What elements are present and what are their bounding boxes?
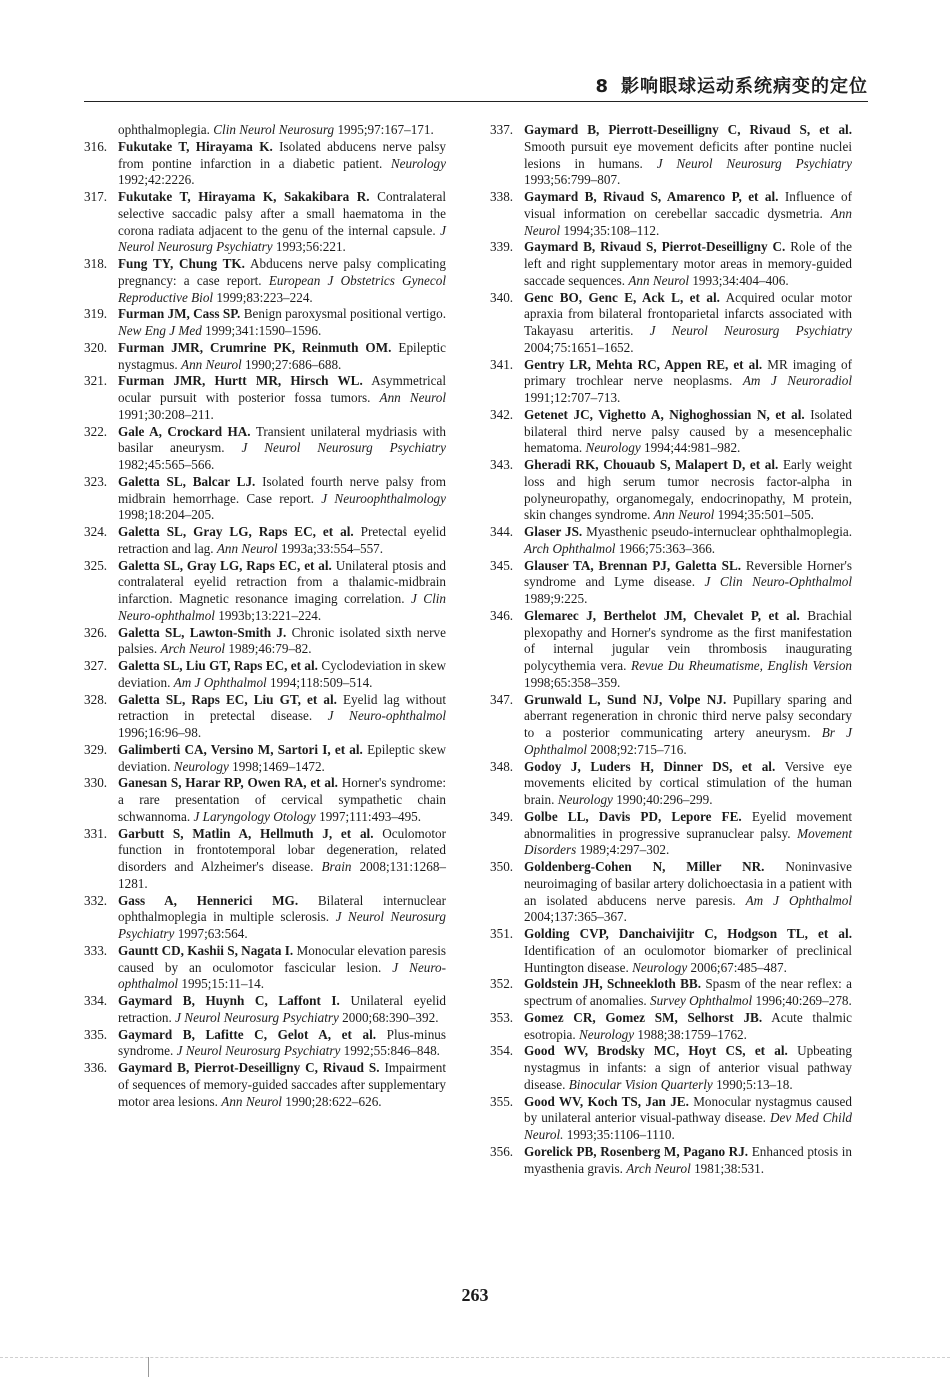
reference-journal: Neurology: [578, 1026, 635, 1042]
reference-number: 319.: [84, 306, 108, 322]
reference-citation: 1988;38:1759–1762.: [637, 1026, 747, 1042]
reference-title: Pretectal eyelid retraction and lag.: [118, 524, 447, 556]
reference-number: 317.: [84, 189, 108, 204]
reference-citation: 1993;35:1106–1110.: [566, 1127, 675, 1142]
reference-title: Acquired ocular motor apraxia from bilateral frontoparietal infarcts associated with Takayasu arteritis.: [524, 289, 852, 338]
reference-authors: Fukutake T, Hirayama K, Sakakibara R.: [118, 189, 370, 204]
reference-title: Pupillary sparing and aberrant regeneration in chronic third nerve palsy secondary to a posterior communicating artery aneurysm.: [524, 691, 853, 740]
reference-number: 341.: [490, 356, 514, 372]
reference-journal: Survey Ophthalmol: [649, 993, 753, 1008]
reference-citation: 1994;44:981–982.: [644, 440, 741, 456]
reference-citation: 1993;56:221.: [275, 239, 346, 255]
reference-entry: [84, 943, 446, 993]
reference-title: Isolated fourth nerve palsy from midbrain hemorrhage. Case report.: [118, 473, 447, 506]
reference-journal: Revue Du Rheumatisme, English Version: [631, 658, 853, 673]
reference-entry: [84, 256, 446, 306]
reference-entry: [490, 558, 852, 608]
reference-title: Cyclodeviation in skew deviation.: [118, 658, 447, 690]
reference-title: Influence of visual information on cerebellar saccadic dysmetria.: [524, 189, 853, 221]
reference-journal: Neurology: [173, 758, 229, 774]
reference-entry: [490, 759, 852, 809]
reference-entry: [84, 424, 446, 474]
reference-citation: 2000;68:390–392.: [342, 1009, 439, 1025]
page-number: 263: [461, 1285, 489, 1305]
reference-title: Plus-minus syndrome.: [118, 1026, 447, 1059]
reference-journal: J Neurol Neurosurg Psychiatry: [176, 1043, 341, 1059]
reference-entry: [84, 993, 446, 1027]
reference-number: 318.: [84, 256, 108, 271]
reference-journal: J Neurol Neurosurg Psychiatry: [118, 909, 446, 941]
reference-entry: [84, 373, 446, 423]
reference-title: Impairment of sequences of memory-guided saccades after supplementary motor area lesions.: [118, 1060, 446, 1109]
reference-authors: Gaymard B, Pierrott-Deseilligny C, Rivaud S, et al.: [524, 122, 852, 137]
reference-journal: Ann Neurol: [216, 540, 278, 556]
reference-number: 350.: [490, 859, 514, 874]
reference-entry: [490, 1010, 852, 1044]
reference-number: 346.: [490, 607, 514, 623]
reference-journal: Arch Neurol: [626, 1160, 691, 1176]
reference-number: 330.: [84, 775, 108, 791]
reference-number: 354.: [490, 1043, 514, 1059]
reference-citation: 1996;40:269–278.: [755, 993, 852, 1008]
reference-journal: J Neurol Neurosurg Psychiatry: [649, 323, 852, 338]
reference-entry: [490, 524, 852, 558]
reference-entry: [84, 189, 446, 256]
reference-number: 344.: [490, 524, 514, 539]
reference-journal: Br J Ophthalmol: [524, 725, 853, 757]
reference-entry: [490, 239, 852, 289]
reference-authors: Gaymard B, Pierrot-Deseilligny C, Rivaud S.: [118, 1060, 380, 1075]
reference-title: Transient unilateral mydriasis with basilar aneurysm.: [118, 423, 447, 456]
reference-entry: [84, 692, 446, 742]
reference-authors: Galetta SL, Lawton-Smith J.: [118, 624, 287, 640]
reference-authors: Gaymard B, Rivaud S, Pierrot-Deseilligny C.: [524, 239, 786, 255]
reference-title: Eyelid lag without retraction in pretectal disease.: [118, 691, 446, 724]
reference-citation: 1994;35:501–505.: [717, 507, 814, 523]
reference-entry: [84, 122, 446, 139]
reference-number: 340.: [490, 289, 514, 305]
reference-journal: Neurology: [585, 440, 641, 456]
reference-number: 348.: [490, 758, 514, 774]
reference-authors: Gomez CR, Gomez SM, Selhorst JB.: [524, 1009, 763, 1025]
reference-authors: Galetta SL, Liu GT, Raps EC, et al.: [118, 658, 318, 673]
reference-journal: Am J Neuroradiol: [742, 373, 853, 389]
reference-title: Smooth pursuit eye movement deficits after pontine nuclei lesions in humans.: [524, 138, 852, 171]
reference-authors: Gauntt CD, Kashii S, Nagata I.: [118, 942, 294, 958]
reference-number: 336.: [84, 1060, 108, 1075]
reference-title: Oculomotor function in frontotemporal lobar degeneration, related disorders and Alzheimer's disease.: [118, 825, 446, 874]
reference-entry: [84, 474, 446, 524]
reference-citation: 1997;63:564.: [177, 926, 248, 941]
reference-authors: Furman JMR, Crumrine PK, Reinmuth OM.: [118, 339, 392, 355]
reference-entry: [84, 558, 446, 625]
reference-number: 325.: [84, 557, 108, 573]
reference-title: Monocular elevation paresis caused by an oculomotor fascicular lesion.: [118, 942, 446, 975]
reference-entry: [490, 692, 852, 759]
reference-title: Spasm of the near reflex: a spectrum of anomalies.: [524, 976, 852, 1008]
crop-line: [0, 1357, 950, 1358]
reference-journal: Brain: [321, 859, 352, 874]
reference-title: Enhanced ptosis in myasthenia gravis.: [524, 1143, 852, 1176]
reference-authors: Galetta SL, Balcar LJ.: [118, 473, 256, 489]
reference-journal: J Neurol Neurosurg Psychiatry: [175, 1009, 339, 1025]
reference-authors: Gale A, Crockard HA.: [118, 423, 251, 439]
reference-title: Isolated bilateral third nerve palsy caused by a mesencephalic hematoma.: [524, 406, 853, 456]
reference-citation: 1991;30:208–211.: [118, 406, 214, 422]
reference-number: 324.: [84, 524, 108, 539]
reference-citation: 1994;35:108–112.: [563, 222, 660, 238]
reference-citation: 2006;67:485–487.: [690, 959, 787, 975]
reference-journal: Am J Ophthalmol: [745, 892, 853, 908]
reference-citation: 1999;341:1590–1596.: [205, 323, 322, 338]
reference-authors: Godoy J, Luders H, Dinner DS, et al.: [524, 758, 776, 774]
reference-journal: Ann Neurol: [181, 356, 242, 372]
reference-authors: Galimberti CA, Versino M, Sartori I, et al.: [118, 741, 363, 757]
reference-citation: 1989;46:79–82.: [228, 641, 312, 657]
reference-title: Versive eye movements elicited by cortical stimulation of the human brain.: [524, 758, 852, 807]
reference-number: 332.: [84, 892, 108, 908]
reference-title: Contralateral selective saccadic palsy after a small haematoma in the corona radiata adjacent to the genu of the internal capsule.: [118, 189, 446, 238]
chapter-title: 影响眼球运动系统病变的定位: [621, 76, 868, 97]
reference-entry: [84, 1027, 446, 1061]
reference-entry: [84, 625, 446, 659]
reference-journal: European J Obstetrics Gynecol Reproductive Biol: [118, 272, 446, 305]
reference-number: 352.: [490, 976, 514, 992]
reference-journal: Neurology: [557, 792, 613, 807]
reference-citation: 1982;45:565–566.: [118, 457, 215, 472]
reference-number: 342.: [490, 406, 514, 422]
reference-title: Bilateral internuclear ophthalmoplegia in multiple sclerosis.: [118, 892, 446, 925]
reference-title: Epileptic nystagmus.: [118, 339, 447, 372]
chapter-number: 8: [595, 76, 609, 97]
reference-journal: Ann Neurol: [221, 1093, 282, 1109]
reference-authors: Glaser JS.: [524, 524, 583, 539]
reference-journal: J Neuro-ophthalmol: [118, 959, 446, 992]
reference-authors: Glemarec J, Berthelot JM, Chevalet P, et al.: [524, 607, 800, 623]
reference-authors: Galetta SL, Gray LG, Raps EC, et al.: [118, 524, 354, 539]
reference-title: Chronic isolated sixth nerve palsies.: [118, 624, 447, 657]
reference-authors: Ganesan S, Harar RP, Owen RA, et al.: [118, 775, 338, 791]
reference-journal: J Neurol Neurosurg Psychiatry: [241, 440, 446, 456]
reference-journal: Dev Med Child Neurol.: [524, 1110, 852, 1142]
reference-entry: [84, 1060, 446, 1110]
reference-number: 349.: [490, 808, 514, 824]
reference-number: 351.: [490, 926, 514, 941]
reference-entry: [84, 524, 446, 558]
reference-citation: 1993a;33:554–557.: [280, 540, 384, 556]
reference-citation: 1995;15:11–14.: [181, 976, 265, 992]
reference-citation: 1998;1469–1472.: [232, 758, 325, 774]
reference-title: Noninvasive neuroimaging of basilar artery dolichoectasia in a patient with an isolated abducens nerve paresis.: [524, 859, 852, 908]
reference-number: 335.: [84, 1026, 108, 1042]
reference-journal: Ann Neurol: [379, 390, 447, 405]
reference-title: Epileptic skew deviation.: [118, 741, 446, 774]
reference-entry: [490, 189, 852, 239]
reference-journal: Ann Neurol: [628, 272, 690, 288]
reference-title: MR imaging of primary trochlear nerve neoplasms.: [524, 356, 853, 389]
reference-citation: 2004;137:365–367.: [524, 909, 627, 925]
reference-title: Horner's syndrome: a rare presentation of cervical sympathetic chain schwannoma.: [118, 775, 447, 824]
reference-number: 355.: [490, 1093, 514, 1109]
chapter-heading: [595, 72, 868, 98]
reference-number: 353.: [490, 1009, 514, 1025]
reference-authors: Good WV, Koch TS, Jan JE.: [524, 1093, 689, 1109]
reference-journal: Clin Neurol Neurosurg: [213, 122, 335, 137]
reference-journal: J Neuroophthalmology: [321, 490, 446, 506]
reference-number: 333.: [84, 942, 108, 958]
reference-title: ophthalmoplegia.: [118, 122, 210, 137]
reference-number: 323.: [84, 473, 108, 489]
reference-authors: Fung TY, Chung TK.: [118, 256, 245, 271]
reference-entry: [490, 1144, 852, 1178]
reference-authors: Gorelick PB, Rosenberg M, Pagano RJ.: [524, 1143, 749, 1159]
reference-entry: [84, 775, 446, 825]
reference-citation: 1993;34:404–406.: [692, 272, 789, 288]
reference-entry: [84, 893, 446, 943]
reference-citation: 1998;18:204–205.: [118, 507, 215, 523]
reference-journal: J Clin Neuro-ophthalmol: [118, 591, 446, 623]
reference-authors: Good WV, Brodsky MC, Hoyt CS, et al.: [524, 1043, 788, 1059]
reference-citation: 2008;92:715–716.: [590, 741, 687, 757]
reference-citation: 1999;83:223–224.: [216, 289, 313, 305]
reference-title: Myasthenic pseudo-internuclear ophthalmoplegia.: [586, 524, 853, 539]
reference-entry: [490, 1043, 852, 1093]
reference-journal: Ann Neurol: [524, 205, 852, 238]
reference-citation: 1998;65:358–359.: [524, 674, 621, 690]
reference-number: 331.: [84, 825, 108, 841]
reference-journal: Movement Disorders: [524, 825, 852, 858]
reference-title: Reversible Horner's syndrome and Lyme disease.: [524, 557, 852, 590]
reference-title: Abducens nerve palsy complicating pregnancy: a case report.: [118, 256, 446, 288]
reference-title: Unilateral ptosis and contralateral eyelid retraction from a thalamic-midbrain infarction. Magnetic resonance imaging correlation.: [118, 557, 447, 606]
reference-journal: Arch Neurol: [160, 641, 226, 657]
reference-number: 326.: [84, 624, 108, 640]
reference-authors: Galetta SL, Gray LG, Raps EC, et al.: [118, 557, 332, 573]
reference-entry: [84, 826, 446, 893]
reference-journal: Am J Ophthalmol: [173, 674, 267, 690]
reference-authors: Fukutake T, Hirayama K.: [118, 138, 273, 154]
reference-entry: [490, 1094, 852, 1144]
reference-journal: J Laryngology Otology: [193, 808, 316, 824]
reference-citation: 1995;97:167–171.: [337, 122, 434, 137]
reference-authors: Genc BO, Genc E, Ack L, et al.: [524, 289, 720, 305]
reference-title: Monocular nystagmus caused by unilateral anterior visual-pathway disease.: [524, 1093, 852, 1126]
reference-journal: J Neuro-ophthalmol: [327, 708, 446, 724]
reference-authors: Gaymard B, Lafitte C, Gelot A, et al.: [118, 1026, 377, 1042]
crop-mark: [148, 1357, 149, 1377]
reference-entry: [490, 290, 852, 357]
header-rule: [84, 101, 868, 102]
reference-number: 339.: [490, 239, 514, 255]
reference-citation: 1989;4:297–302.: [579, 842, 670, 858]
reference-authors: Gaymard B, Rivaud S, Amarenco P, et al.: [524, 189, 779, 204]
reference-authors: Golding CVP, Danchaivijitr C, Hodgson TL, et al.: [524, 926, 852, 941]
reference-entry: [490, 976, 852, 1010]
reference-journal: J Neurol Neurosurg Psychiatry: [656, 155, 852, 171]
reference-citation: 1991;12:707–713.: [524, 390, 621, 405]
reference-title: Isolated abducens nerve palsy from pontine infarction in a diabetic patient.: [118, 138, 447, 171]
reference-number: 345.: [490, 557, 514, 573]
reference-citation: 1990;5:13–18.: [716, 1076, 793, 1092]
reference-citation: 1993;56:799–807.: [524, 172, 621, 188]
reference-journal: J Clin Neuro-Ophthalmol: [704, 574, 852, 590]
reference-entry: [84, 306, 446, 340]
reference-authors: Garbutt S, Matlin A, Hellmuth J, et al.: [118, 825, 374, 841]
reference-citation: 1992;42:2226.: [118, 172, 195, 188]
reference-citation: 1996;16:96–98.: [118, 725, 202, 740]
reference-entry: [490, 809, 852, 859]
reference-citation: 1990;40:296–299.: [616, 792, 713, 807]
reference-authors: Gheradi RK, Chouaub S, Malapert D, et al.: [524, 457, 779, 472]
reference-authors: Glauser TA, Brennan PJ, Galetta SL.: [524, 557, 742, 573]
reference-entry: [490, 122, 852, 189]
reference-journal: Ann Neurol: [653, 507, 715, 523]
reference-authors: Golbe LL, Davis PD, Lepore FE.: [524, 808, 742, 824]
reference-authors: Getenet JC, Vighetto A, Nighoghossian N, et al.: [524, 406, 805, 422]
reference-number: 356.: [490, 1143, 514, 1159]
reference-title: Identification of an oculomotor biomarker of preclinical Huntington disease.: [524, 942, 852, 975]
reference-citation: 1993b;13:221–224.: [218, 607, 322, 623]
reference-entry: [490, 457, 852, 524]
reference-number: 316.: [84, 138, 108, 154]
left-reference-column: [84, 122, 446, 1110]
reference-entry: [84, 340, 446, 374]
reference-title: Brachial plexopathy and Horner's syndrome as the first manifestation of internal jugular vein thrombosis inaugurating polycythemia vera.: [524, 607, 852, 673]
reference-entry: [84, 658, 446, 692]
reference-number: 338.: [490, 189, 514, 204]
reference-journal: Arch Ophthalmol: [524, 540, 616, 556]
reference-number: 320.: [84, 339, 108, 355]
reference-entry: [490, 608, 852, 692]
reference-citation: 1981;38:531.: [694, 1160, 765, 1176]
reference-authors: Furman JM, Cass SP.: [118, 306, 241, 322]
reference-title: Upbeating nystagmus in infants: a sign of anterior visual pathway disease.: [524, 1043, 852, 1092]
reference-authors: Furman JMR, Hurtt MR, Hirsch WL.: [118, 373, 363, 389]
reference-title: Acute thalmic esotropia.: [524, 1009, 852, 1042]
reference-authors: Gentry LR, Mehta RC, Appen RE, et al.: [524, 356, 763, 372]
reference-authors: Goldenberg-Cohen N, Miller NR.: [524, 859, 765, 874]
reference-authors: Grunwald L, Sund NJ, Volpe NJ.: [524, 691, 727, 707]
reference-entry: [490, 859, 852, 926]
reference-citation: 1990;27:686–688.: [245, 356, 342, 372]
reference-number: 347.: [490, 691, 514, 707]
reference-title: Early weight loss and high serum tumor necrosis factor-alpha in polyneuropathy, organomegaly, endocrinopathy, M protein, skin changes syndrome.: [524, 457, 853, 523]
reference-number: 337.: [490, 122, 514, 137]
reference-citation: 1997;111:493–495.: [319, 808, 422, 824]
reference-citation: 1992;55:846–848.: [343, 1043, 440, 1059]
right-reference-column: [490, 122, 852, 1177]
reference-citation: 2008;131:1268–1281.: [118, 859, 447, 891]
reference-title: Asymmetrical ocular pursuit with posterior fossa tumors.: [118, 373, 446, 405]
reference-number: 321.: [84, 373, 108, 389]
reference-title: Benign paroxysmal positional vertigo.: [243, 306, 446, 322]
reference-title: Eyelid movement abnormalities in progressive supranuclear palsy.: [524, 808, 853, 841]
reference-citation: 1994;118:509–514.: [270, 674, 373, 690]
reference-journal: New Eng J Med: [118, 323, 202, 338]
reference-authors: Gaymard B, Huynh C, Laffont I.: [118, 993, 340, 1008]
reference-authors: Galetta SL, Raps EC, Liu GT, et al.: [118, 691, 337, 707]
reference-citation: 1989;9:225.: [524, 591, 588, 606]
reference-citation: 1966;75:363–366.: [618, 540, 716, 556]
reference-number: 327.: [84, 658, 108, 673]
reference-journal: Neurology: [632, 959, 688, 975]
reference-journal: J Neurol Neurosurg Psychiatry: [118, 222, 447, 255]
reference-authors: Gass A, Hennerici MG.: [118, 892, 299, 908]
reference-entry: [490, 407, 852, 457]
reference-title: Unilateral eyelid retraction.: [118, 993, 446, 1025]
reference-entry: [84, 139, 446, 189]
reference-journal: Neurology: [390, 155, 446, 171]
reference-number: 343.: [490, 457, 514, 472]
reference-entry: [84, 742, 446, 776]
reference-number: 334.: [84, 993, 108, 1008]
reference-number: 322.: [84, 423, 108, 439]
reference-number: 329.: [84, 741, 108, 757]
reference-number: 328.: [84, 691, 108, 707]
reference-citation: 1990;28:622–626.: [285, 1093, 382, 1109]
reference-entry: [490, 926, 852, 976]
reference-journal: Binocular Vision Quarterly: [568, 1076, 713, 1092]
reference-authors: Goldstein JH, Schneekloth BB.: [524, 976, 702, 992]
reference-entry: [490, 357, 852, 407]
reference-citation: 2004;75:1651–1652.: [524, 339, 634, 355]
reference-title: Role of the left and right supplementary motor areas in memory-guided saccade sequences.: [524, 239, 852, 288]
